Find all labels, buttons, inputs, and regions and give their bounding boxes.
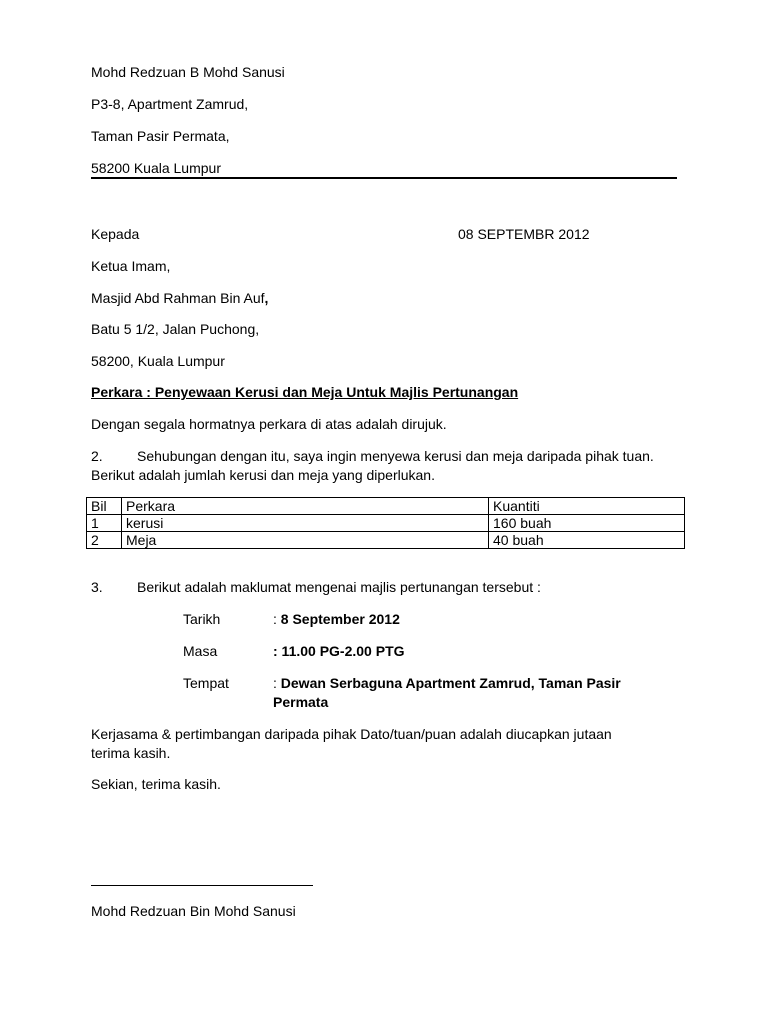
recipient-address-line2: 58200, Kuala Lumpur — [91, 353, 225, 369]
event-date-colon: : — [273, 611, 281, 627]
paragraph-3-number: 3. — [91, 579, 103, 595]
sender-name: Mohd Redzuan B Mohd Sanusi — [91, 64, 285, 80]
table-cell: 40 buah — [489, 532, 685, 549]
table-cell: 2 — [87, 532, 122, 549]
signature-line — [91, 885, 313, 886]
recipient-title: Ketua Imam, — [91, 258, 171, 274]
table-header-perkara: Perkara — [122, 498, 489, 515]
table-cell: 160 buah — [489, 515, 685, 532]
paragraph-2-text-line2: Berikut adalah jumlah kerusi dan meja yang diperlukan. — [91, 467, 435, 483]
sender-address-line2: Taman Pasir Permata, — [91, 128, 230, 144]
event-date-value — [273, 610, 653, 629]
paragraph-3-text: Berikut adalah maklumat mengenai majlis pertunangan tersebut : — [137, 579, 541, 595]
event-time-label: Masa — [183, 643, 218, 659]
paragraph-3 — [91, 579, 541, 596]
recipient-org — [91, 290, 268, 307]
recipient-address-line1: Batu 5 1/2, Jalan Puchong, — [91, 321, 260, 337]
paragraph-2-number: 2. — [91, 448, 103, 464]
recipient-org-name: Masjid Abd Rahman Bin Auf — [91, 290, 265, 306]
header-divider — [91, 177, 677, 179]
event-place-text: Dewan Serbaguna Apartment Zamrud, Taman Pasir Permata — [273, 675, 621, 710]
sender-address-line3: 58200 Kuala Lumpur — [91, 160, 221, 176]
event-time-value — [273, 642, 653, 661]
table-cell: Meja — [122, 532, 489, 549]
closing-greeting: Sekian, terima kasih. — [91, 776, 221, 792]
event-place-value — [273, 674, 653, 712]
table-row — [87, 515, 685, 532]
event-time-text: : 11.00 PG-2.00 PTG — [273, 643, 405, 659]
paragraph-2-text-line1: Sehubungan dengan itu, saya ingin menyewa kerusi dan meja daripada pihak tuan. — [137, 448, 654, 464]
event-date-label: Tarikh — [183, 611, 221, 627]
letter-date: 08 SEPTEMBR 2012 — [458, 226, 590, 242]
table-header-bil: Bil — [87, 498, 122, 515]
letter-subject: Perkara : Penyewaan Kerusi dan Meja Untuk Majlis Pertunangan — [91, 384, 519, 400]
table-header-kuantiti: Kuantiti — [489, 498, 685, 515]
table-row — [87, 532, 685, 549]
sender-address-line1: P3-8, Apartment Zamrud, — [91, 96, 249, 112]
opening-paragraph: Dengan segala hormatnya perkara di atas adalah dirujuk. — [91, 416, 447, 432]
closing-paragraph: Kerjasama & pertimbangan daripada pihak Dato/tuan/puan adalah diucapkan jutaan terima kasih. — [91, 726, 612, 761]
signature-name: Mohd Redzuan Bin Mohd Sanusi — [91, 903, 296, 919]
paragraph-2 — [91, 447, 681, 485]
table-cell: 1 — [87, 515, 122, 532]
event-date-text: 8 September 2012 — [280, 611, 400, 627]
event-place-label: Tempat — [183, 675, 229, 691]
event-place-colon: : — [273, 675, 281, 691]
recipient-to-label: Kepada — [91, 226, 140, 242]
recipient-org-comma: , — [264, 290, 269, 306]
table-header-row — [87, 498, 685, 515]
items-table — [86, 497, 685, 549]
table-cell: kerusi — [122, 515, 489, 532]
